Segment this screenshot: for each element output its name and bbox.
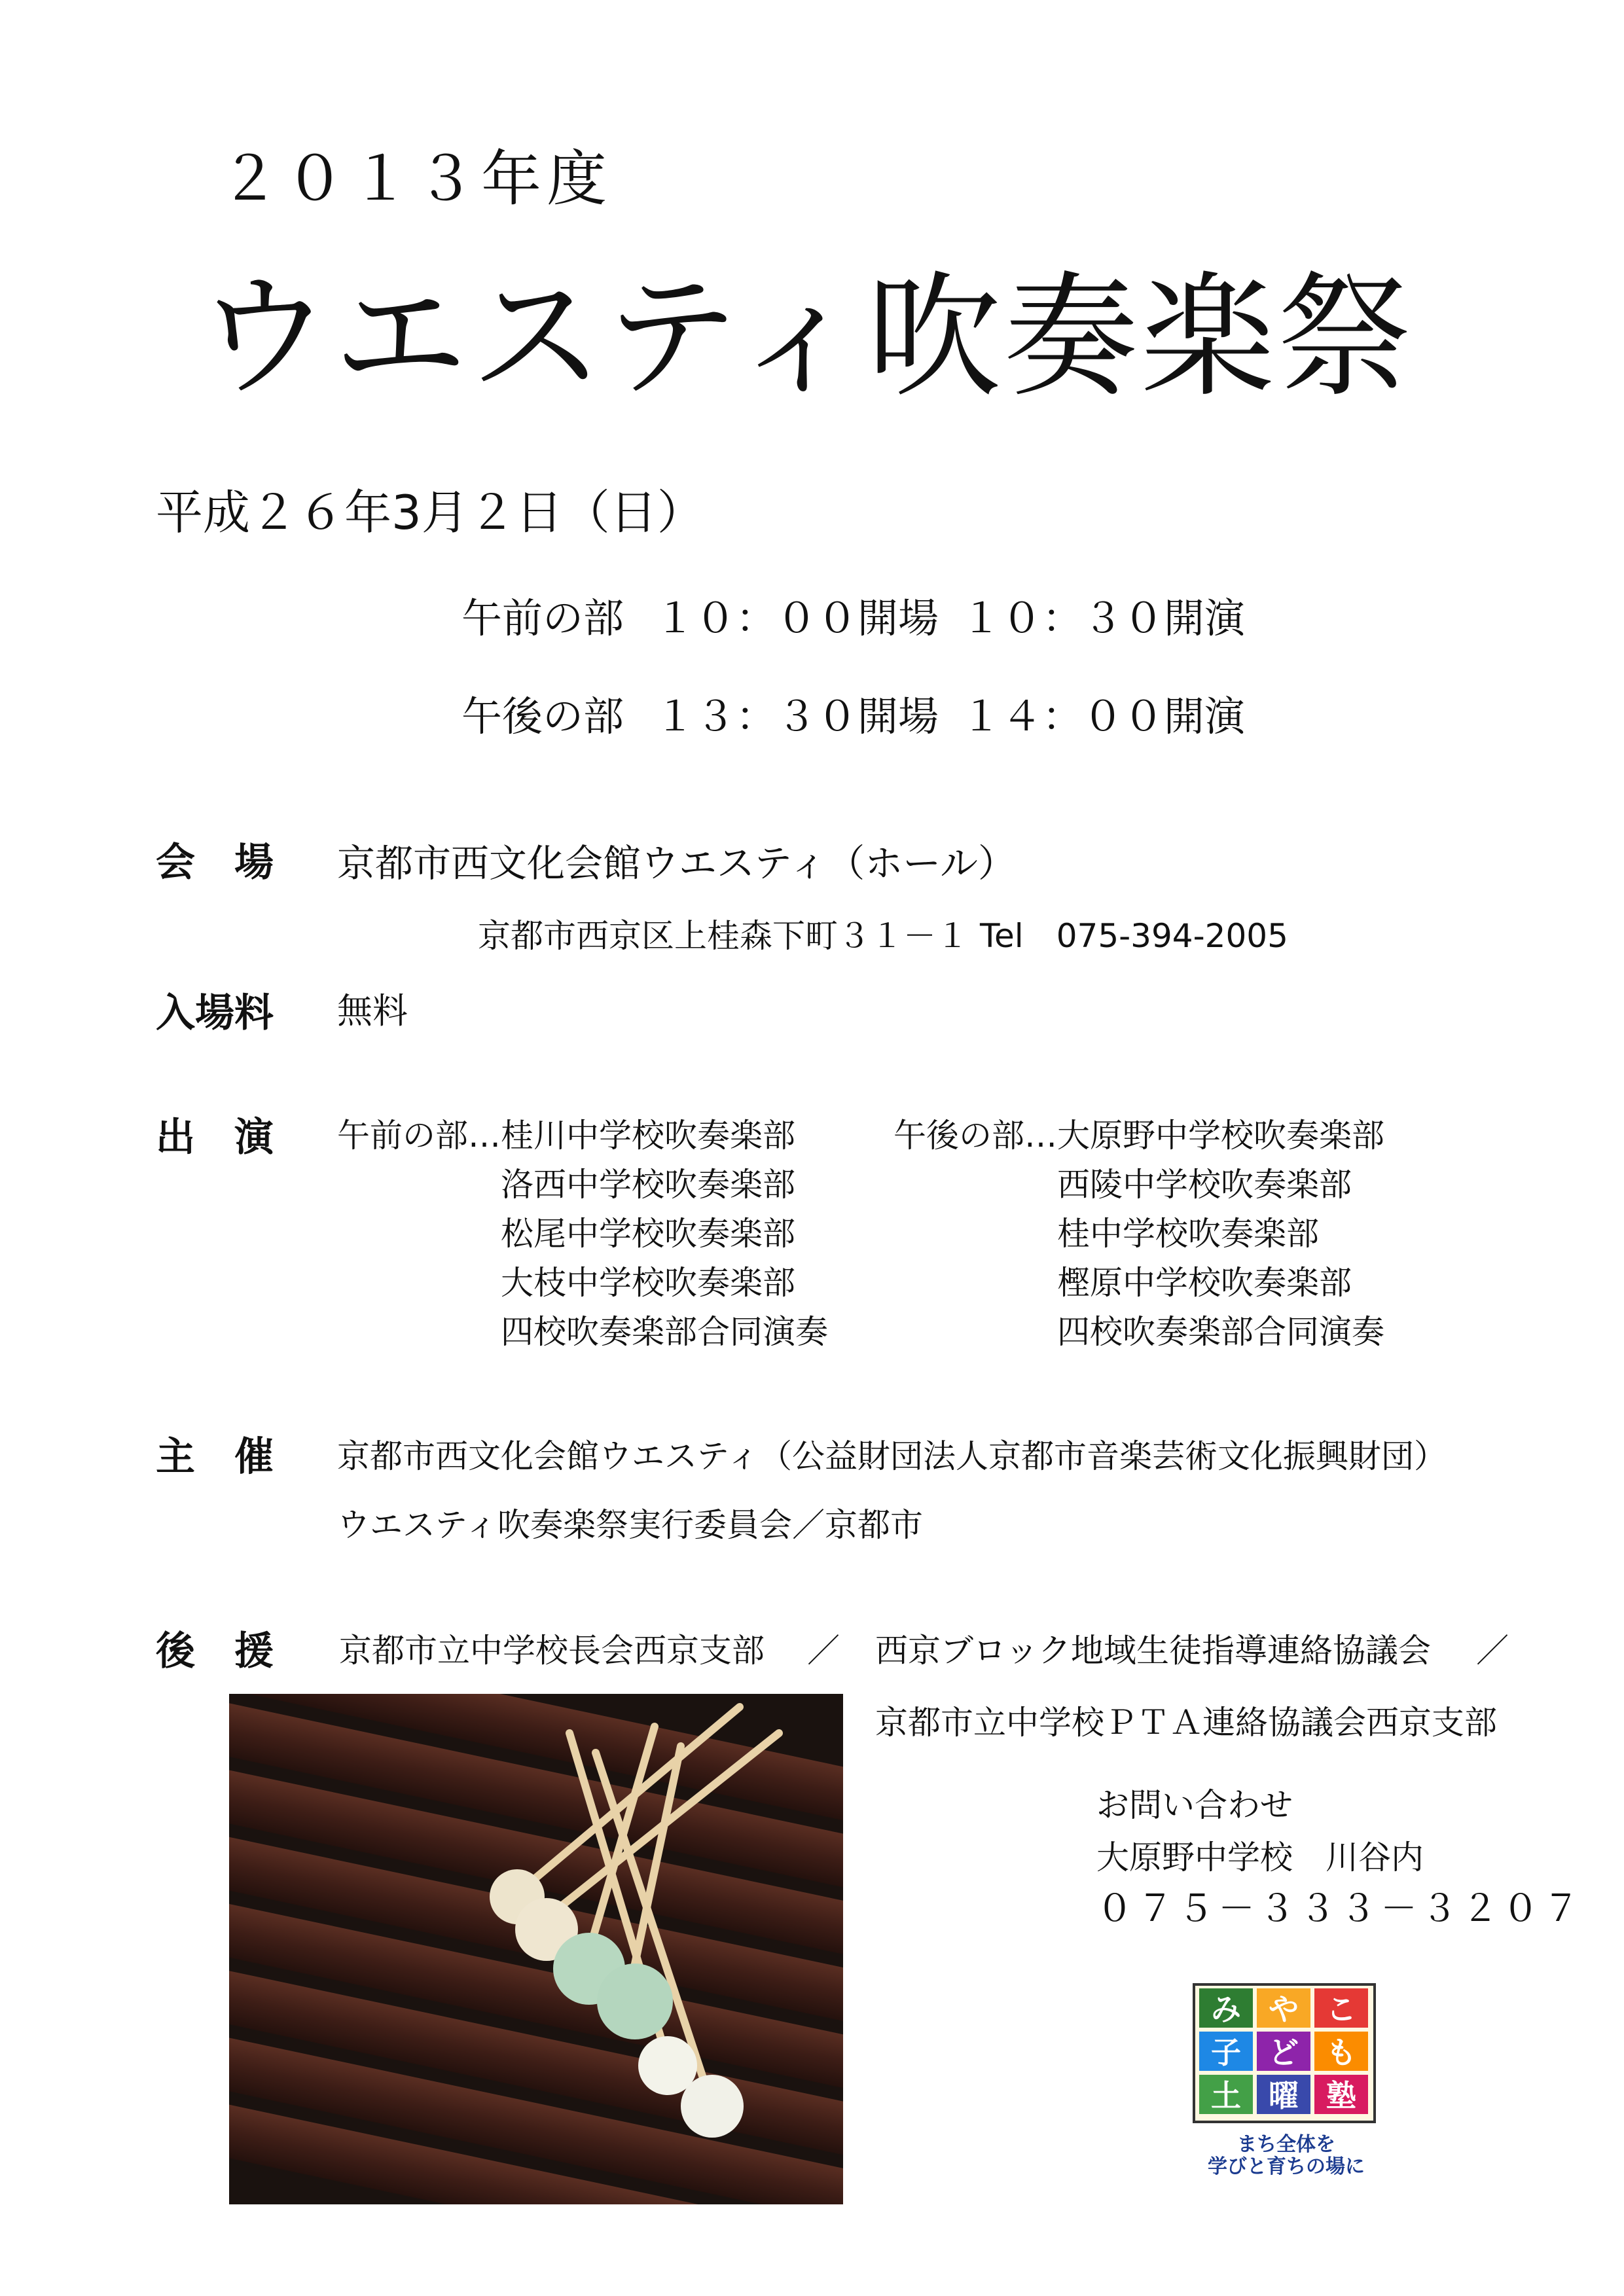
afternoon-performer: 桂中学校吹奏楽部 bbox=[1057, 1215, 1319, 1253]
session-afternoon-start: １４：００開演 bbox=[961, 692, 1246, 740]
organizer-line2: ウエスティ吹奏楽祭実行委員会／京都市 bbox=[337, 1506, 923, 1544]
support-label: 後 援 bbox=[156, 1628, 274, 1674]
event-date: 平成２６年3月２日（日） bbox=[156, 485, 704, 540]
logo-icon bbox=[1191, 1982, 1388, 2178]
organizer-line1: 京都市西文化会館ウエスティ（公益財団法人京都市音楽芸術文化振興財団） bbox=[337, 1437, 1447, 1475]
organizer-label: 主 催 bbox=[156, 1434, 274, 1480]
contact-school: 大原野中学校 川谷内 bbox=[1096, 1839, 1424, 1876]
support-line2: 京都市立中学校ＰＴＡ連絡協議会西京支部 bbox=[875, 1704, 1497, 1742]
session-morning-name: 午前の部 bbox=[461, 594, 624, 642]
event-title: ウエスティ吹奏楽祭 bbox=[196, 260, 1415, 416]
logo-char: こ bbox=[1326, 1992, 1356, 2027]
session-afternoon-name: 午後の部 bbox=[461, 692, 624, 740]
support-separator: ／ bbox=[1476, 1632, 1509, 1670]
fee-value: 無料 bbox=[337, 990, 408, 1031]
logo-char: や bbox=[1269, 1992, 1299, 2027]
logo-char: 曜 bbox=[1269, 2078, 1299, 2113]
morning-performer: 四校吹奏楽部合同演奏 bbox=[501, 1313, 828, 1351]
logo-char: 土 bbox=[1211, 2078, 1241, 2113]
morning-prefix: 午前の部… bbox=[337, 1117, 501, 1155]
contact-phone: ０７５－３３３－３２０７ bbox=[1096, 1888, 1583, 1930]
logo-char: 子 bbox=[1211, 2035, 1241, 2070]
fee-label: 入場料 bbox=[156, 990, 274, 1036]
mallets-photo bbox=[229, 1694, 843, 2204]
year-heading: ２０１３年度 bbox=[219, 144, 613, 214]
logo-char: み bbox=[1211, 1992, 1241, 2027]
performers-label: 出 演 bbox=[156, 1115, 274, 1160]
contact-heading: お問い合わせ bbox=[1096, 1786, 1293, 1824]
venue-name: 京都市西文化会館ウエスティ（ホール） bbox=[337, 841, 1017, 886]
morning-performer: 松尾中学校吹奏楽部 bbox=[501, 1215, 795, 1253]
session-afternoon-open: １３：３０開場 bbox=[655, 692, 939, 740]
logo-char: も bbox=[1326, 2035, 1356, 2070]
venue-tel: Tel 075-394-2005 bbox=[980, 917, 1288, 955]
support-separator: ／ bbox=[807, 1632, 840, 1670]
logo-tagline: まち全体を bbox=[1237, 2133, 1335, 2156]
afternoon-performer: 樫原中学校吹奏楽部 bbox=[1057, 1264, 1352, 1302]
afternoon-performer: 四校吹奏楽部合同演奏 bbox=[1057, 1313, 1384, 1351]
morning-performer: 大枝中学校吹奏楽部 bbox=[501, 1264, 795, 1302]
session-morning-start: １０：３０開演 bbox=[961, 594, 1246, 642]
venue-address: 京都市西京区上桂森下町３１－１ bbox=[478, 917, 969, 955]
afternoon-performer: 大原野中学校吹奏楽部 bbox=[1057, 1117, 1384, 1155]
session-morning-open: １０：００開場 bbox=[655, 594, 939, 642]
logo-char: 塾 bbox=[1326, 2078, 1356, 2113]
mallets-illustration bbox=[229, 1694, 843, 2204]
logo-char: ど bbox=[1269, 2035, 1299, 2070]
afternoon-performer: 西陵中学校吹奏楽部 bbox=[1057, 1166, 1352, 1204]
morning-performer: 桂川中学校吹奏楽部 bbox=[501, 1117, 795, 1155]
support-line1b: 西京ブロック地域生徒指導連絡協議会 bbox=[875, 1632, 1431, 1670]
miyako-doyoujuku-logo bbox=[1191, 1982, 1388, 2178]
venue-label: 会 場 bbox=[156, 840, 274, 886]
support-line1a: 京都市立中学校長会西京支部 bbox=[339, 1632, 765, 1670]
afternoon-prefix: 午後の部… bbox=[893, 1117, 1057, 1155]
morning-performer: 洛西中学校吹奏楽部 bbox=[501, 1166, 795, 1204]
logo-tagline: 学びと育ちの場に bbox=[1208, 2155, 1365, 2178]
